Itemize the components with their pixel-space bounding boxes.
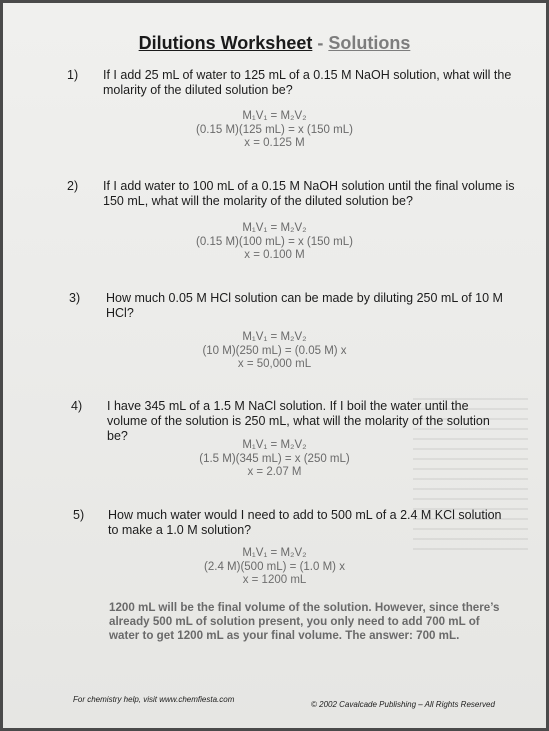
- title-main: Dilutions Worksheet: [138, 33, 313, 53]
- answer-line: x = 50,000 mL: [237, 358, 312, 370]
- substitution-line: (0.15 M)(100 mL) = x (150 mL): [196, 235, 353, 248]
- title-separator: -: [312, 33, 329, 53]
- formula-line: M₁V₁ = M₂V₂: [242, 547, 307, 559]
- title-subtitle: Solutions: [328, 33, 411, 53]
- question-text: If I add water to 100 mL of a 0.15 M NaOH solution until the final volume is 150 mL, what will the molarity of the diluted solution be?: [103, 179, 515, 208]
- question-number: 3): [69, 291, 81, 305]
- substitution-line: (1.5 M)(345 mL) = x (250 mL): [199, 452, 350, 465]
- substitution-line: (10 M)(250 mL) = (0.05 M) x: [202, 344, 347, 357]
- worksheet-page: [3, 3, 546, 728]
- formula-line: M₁V₁ = M₂V₂: [242, 222, 307, 234]
- answer-line: x = 0.100 M: [244, 249, 305, 261]
- question-text: How much 0.05 M HCl solution can be made by diluting 250 mL of 10 M HCl?: [106, 291, 503, 320]
- answer-line: x = 2.07 M: [247, 466, 302, 478]
- substitution-line: (0.15 M)(125 mL) = x (150 mL): [196, 123, 353, 136]
- question-number: 4): [71, 399, 83, 413]
- formula-line: M₁V₁ = M₂V₂: [242, 439, 307, 451]
- answer-explanation: 1200 mL will be the final volume of the solution. However, since there’s already 500 mL of solution present, you only need to add 700 mL of water to get 1200 mL as your final volume. The answer: 700 mL.: [109, 601, 500, 642]
- footer-website-note: For chemistry help, visit www.chemfiesta.com: [73, 695, 235, 704]
- question-text: I have 345 mL of a 1.5 M NaCl solution. If I boil the water until the volume of the solution is 250 mL, what will the molarity of the solution be?: [107, 399, 490, 443]
- question-number: 5): [73, 508, 85, 522]
- question-number: 1): [67, 68, 79, 82]
- question-text: How much water would I need to add to 500 mL of a 2.4 M KCl solution to make a 1.0 M solution?: [108, 508, 502, 537]
- answer-work-2: [3, 222, 546, 263]
- answer-line: x = 0.125 M: [244, 137, 305, 149]
- answer-work-1: [3, 110, 546, 151]
- answer-line: x = 1200 mL: [242, 574, 307, 586]
- answer-work-3: [3, 331, 546, 372]
- question-text: If I add 25 mL of water to 125 mL of a 0.15 M NaOH solution, what will the molarity of the diluted solution be?: [103, 68, 512, 97]
- page-title: [3, 33, 546, 54]
- answer-work-5: [3, 547, 546, 588]
- question-number: 2): [67, 179, 79, 193]
- footer-copyright: © 2002 Cavalcade Publishing – All Rights Reserved: [311, 700, 495, 709]
- formula-line: M₁V₁ = M₂V₂: [242, 331, 307, 343]
- formula-line: M₁V₁ = M₂V₂: [242, 110, 307, 122]
- answer-work-4: [3, 439, 546, 480]
- substitution-line: (2.4 M)(500 mL) = (1.0 M) x: [204, 560, 345, 573]
